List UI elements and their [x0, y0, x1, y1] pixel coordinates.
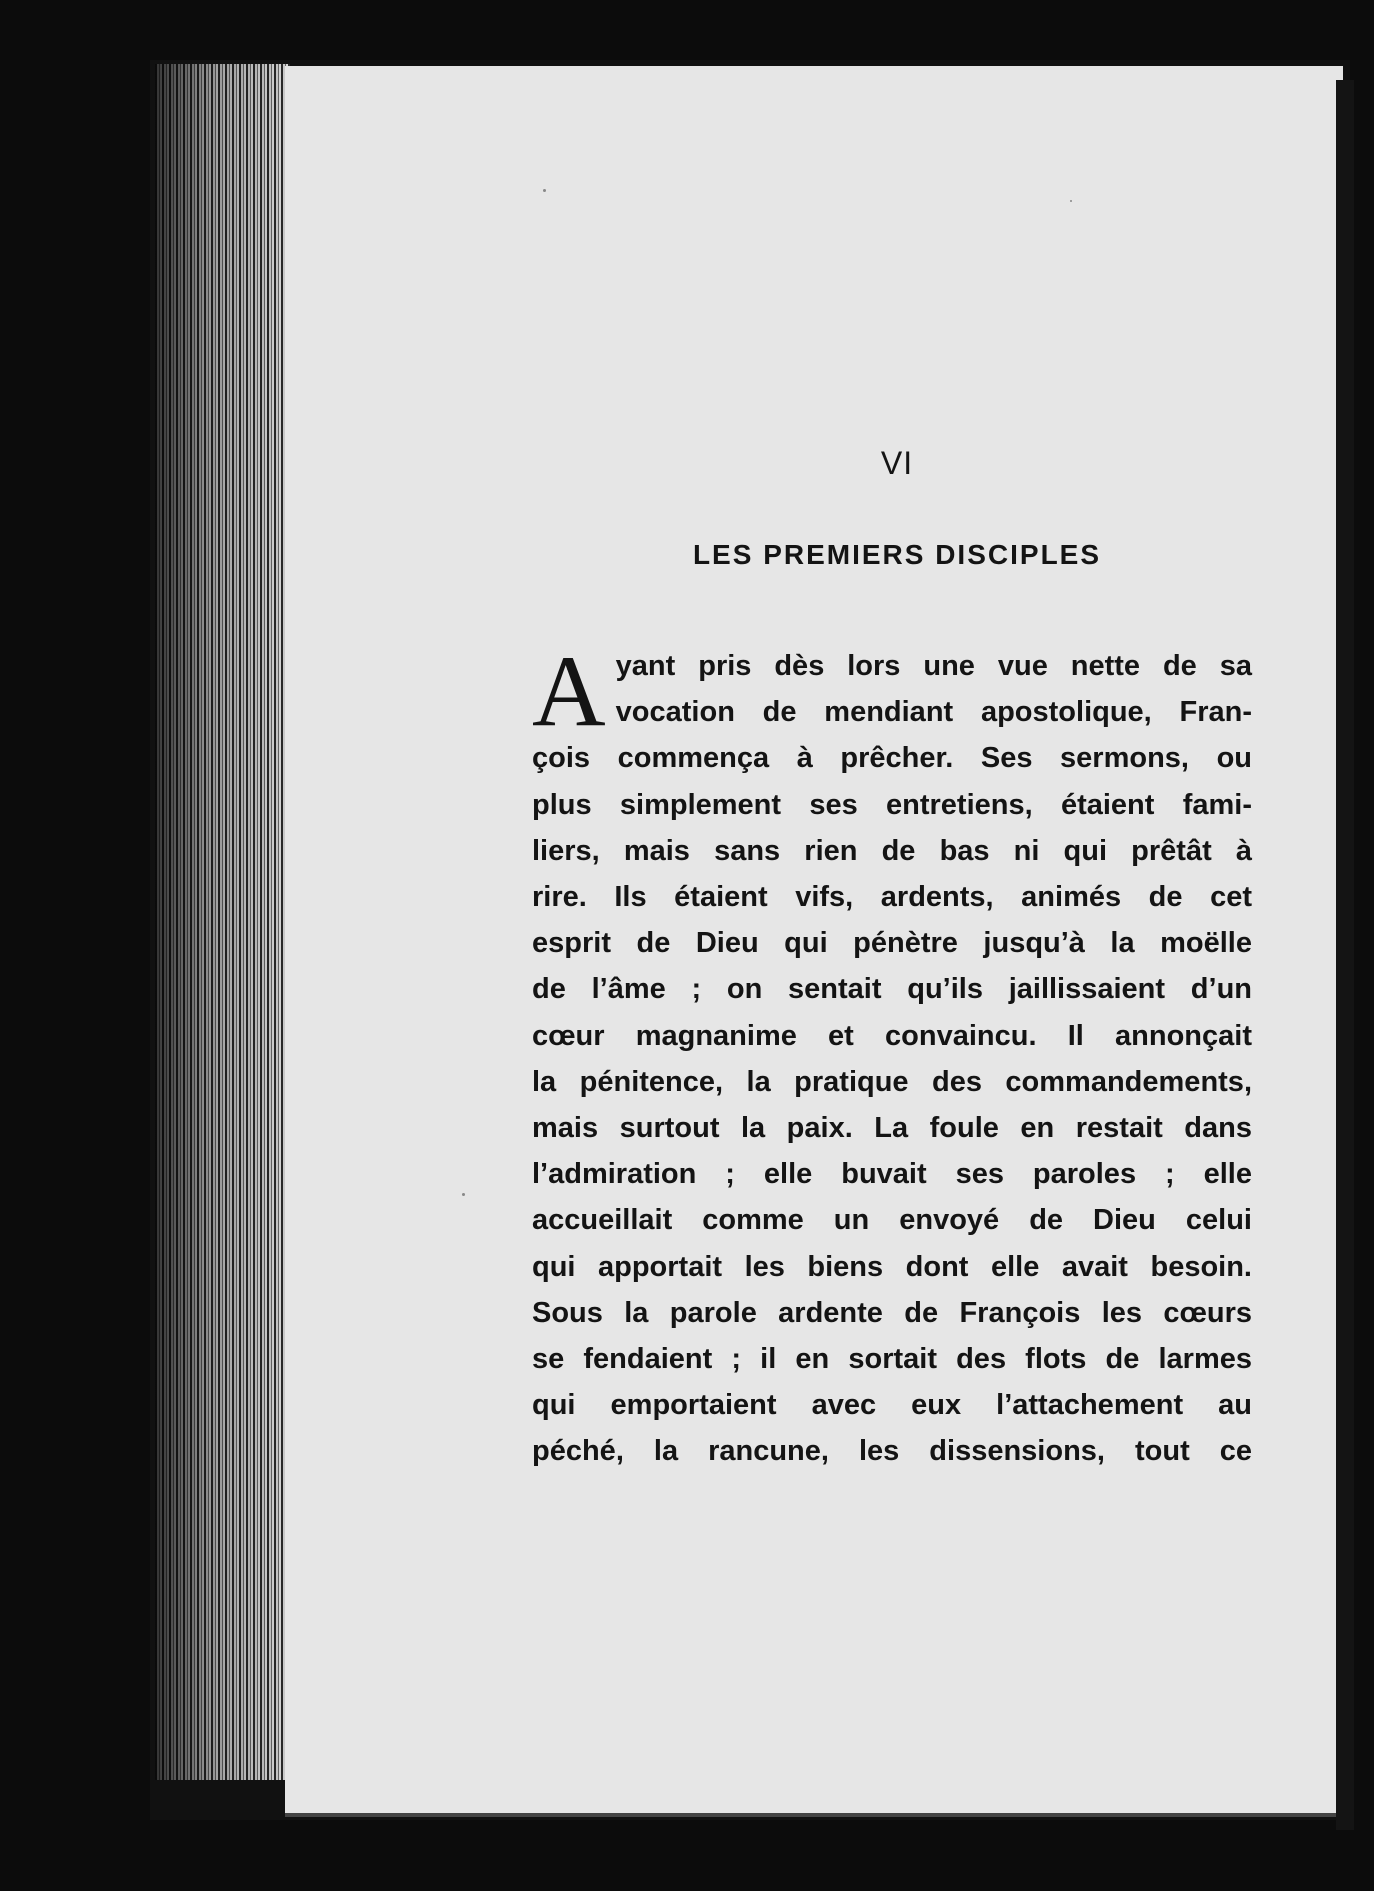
chapter-body [532, 635, 1252, 1475]
text-line: qui emportaient avec eux l’attachement au [532, 1389, 1252, 1422]
text-line: yant pris dès lors une vue nette de sa [615, 650, 1252, 682]
text-line: qui apportait les biens dont elle avait besoin. [532, 1250, 1252, 1283]
text-line: l’admiration ; elle buvait ses paroles ; elle [532, 1158, 1252, 1191]
text-line: Sous la parole ardente de François les cœurs [532, 1296, 1252, 1329]
chapter-number: VI [880, 445, 914, 481]
text-line: vocation de mendiant apostolique, Fran- [615, 696, 1252, 729]
scan-speck [543, 189, 546, 192]
text-line: liers, mais sans rien de bas ni qui prêtât à [532, 834, 1252, 867]
scan-speck [462, 1193, 465, 1196]
text-line: péché, la rancune, les dissensions, tout ce [532, 1435, 1252, 1468]
text-line: cœur magnanime et convaincu. Il annonçait [532, 1019, 1252, 1052]
text-line: çois commença à prêcher. Ses sermons, ou [532, 742, 1252, 775]
text-line: la pénitence, la pratique des commandements, [532, 1065, 1252, 1098]
page-edges-shading [155, 64, 290, 1780]
text-line: esprit de Dieu qui pénètre jusqu’à la moëlle [532, 927, 1252, 960]
page-text-block [532, 443, 1252, 1475]
text-line: de l’âme ; on sentait qu’ils jaillissaient d’un [532, 973, 1252, 1006]
chapter-title: LES PREMIERS DISCIPLES [692, 539, 1102, 570]
text-line: plus simplement ses entretiens, étaient fami- [532, 788, 1252, 821]
page-right-edge [1336, 80, 1354, 1830]
drop-cap: A [532, 635, 606, 748]
text-line: accueillait comme un envoyé de Dieu celui [532, 1204, 1252, 1237]
text-line: se fendaient ; il en sortait des flots de larmes [532, 1343, 1252, 1376]
text-line: mais surtout la paix. La foule en restait dans [532, 1112, 1252, 1145]
text-line: rire. Ils étaient vifs, ardents, animés de cet [532, 881, 1252, 914]
scan-speck [1070, 200, 1072, 202]
